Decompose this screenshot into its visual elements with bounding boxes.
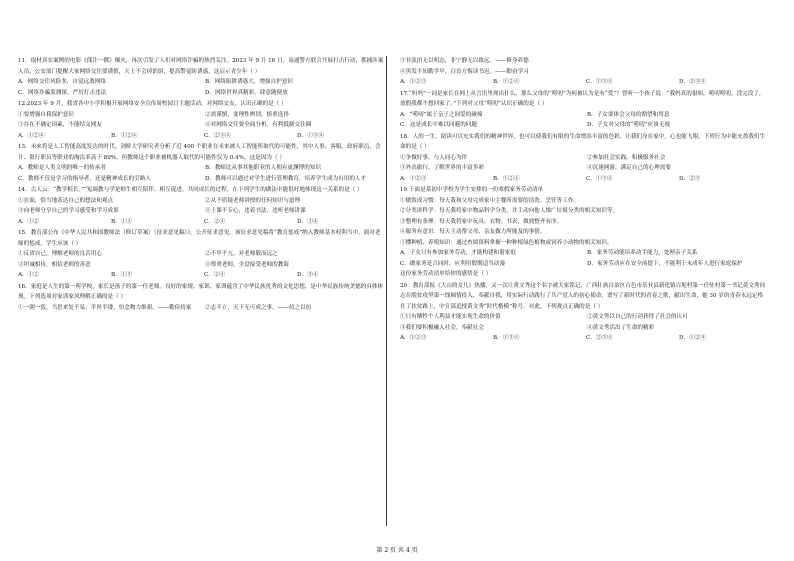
statement-item: ①要增强自我保护意识	[18, 111, 74, 118]
statement-item: ③外出旅行，了解世界的丰富多彩	[400, 165, 484, 171]
statement-item: B．教师比从事其他职业的人拥有更渊博的知识	[205, 165, 321, 171]
statement-list	[400, 153, 768, 164]
question-stem: 16．家庭是人生的第一所学校，家长是孩子的第一任老师。良好的家规、家训、家训蕴含了中华民族优秀的文化思想，是中华民族传统美德的具体体现。下列选项对家训家风理解正确的是（ ）	[18, 283, 384, 300]
statement-item: ①一粥一饭，当思来处不易；半丝半缕，恒念物力维艰。——勤俭持家	[18, 304, 192, 311]
question	[400, 185, 768, 280]
answer-choice: C．②④	[204, 218, 226, 225]
answer-choice: C．②③④	[204, 132, 231, 139]
question-stem: 14．古人云：“教学相长。”“冤调教与学是师生相互陪伴、相互促进、共同成长的过程。在下列学生的做法中能很好地体现这一关系的是（ ）	[18, 187, 363, 193]
answer-choice: A．①②	[18, 218, 39, 225]
answer-choice: D．②③④	[679, 79, 706, 85]
page-footer: 第 2 页 共 4 页	[376, 547, 418, 554]
question-stem: 15．教育部公布《中华人民共和国教师法（修订草案）（征求意见稿）》，公开征求意见。该征求意见稿将“教育惩戒”纳入教师基本权利当中。面对老师的惩戒，学生应该（ ）	[18, 230, 381, 247]
statement-item: D．子女对父母的“唠叨”应该无视	[587, 122, 670, 128]
answer-choice: B．①②④	[493, 175, 520, 182]
statement-item: D．网络世界真精彩，肆意随便放	[205, 89, 288, 96]
statement-item: ②分类讲科学：每天我将家中物品科学分类，并主动向他人推广垃圾分类的相关知识等。	[400, 208, 619, 214]
answer-choice: D．①③④	[297, 132, 324, 139]
question	[400, 56, 768, 88]
statement-item: C．网络诈骗监测深，严厉打击违法	[18, 89, 107, 96]
statement-list	[18, 120, 386, 131]
answer-choice: C．①③④	[586, 175, 613, 182]
statement-list	[400, 196, 768, 249]
statement-list	[18, 206, 386, 217]
statement-list	[400, 163, 768, 174]
answer-choices	[18, 131, 386, 142]
question-prompt: 这份家务劳动清单给你的感悟是（ ）	[400, 271, 492, 277]
statement-item: ③整理有条理：每天我将家中玩具、衣物、书表，做到整齐有序。	[400, 218, 563, 225]
answer-choices	[400, 333, 768, 344]
statement-item: ④对网络交往要全面分析，有利抵制交往圈	[205, 122, 312, 128]
statement-list	[18, 174, 386, 185]
statement-item: ④上课不专心，违着书法，违听老师讲课	[205, 208, 306, 214]
statement-item: ③坦诚相待，相信老师的善意	[18, 261, 91, 268]
question	[400, 281, 768, 344]
statement-item: ②不甲不亢，对老师敬而远之	[205, 251, 278, 257]
answer-choice: D．③④	[297, 272, 319, 278]
question-stem: 11．取材真实案例的电影《孤注一掷》爆火，再次引发了人们对网络诈骗的热烈关注。2023 年 9 月 16 日，南通警方联合开展打击行动，抓捕涉案人员，公安部门提醒大家网络交往要谨慎，天上不会掉馅饼，提高警觉防诱惑，这启示青少年（ ）	[18, 58, 384, 75]
statement-list	[18, 249, 386, 260]
answer-choices	[400, 174, 768, 185]
question-stem: 17.“妈妈”一词是家长在网上从言语里现出什么，那么父母的“唠叨”为何被认为是有“爱”？曾听一个孩子说：“我妈真的很烦，唠叨唠叨，没完没了，放假我都不想回家了。”下列对父母“唠叨”认识正确的是（ ）	[400, 90, 765, 107]
statement-item: ①反省自己，理解老师的良苦用心	[18, 251, 102, 257]
statement-item: B．家务劳动能培养动手能力，处理亲子关系	[587, 250, 698, 256]
answer-choice: A．①②③	[400, 335, 427, 341]
answer-choice: B．①②④	[111, 132, 138, 139]
statement-item: B．网络陷阱诱惑大，增强自护意识	[205, 79, 294, 85]
question-stem: 20．教育部报《大山的女儿》热播，又一次让黄文秀这个名字被大家铭记，广西壮族自治区百色市乐业县新化镇百坭村第一任驻村第一书记黄文秀同志在脱贫攻坚第一线倾情投入、奉献自我，用实际行动践行了共产党人的初心使命，谱写了新时代的青春之歌，献出生命，她 30 岁的青春永远定格在了扶贫路上，中宣部追授黄文秀“时代楷模”称号。对此，下列观点正确的是（ ）	[400, 282, 766, 310]
column-divider	[386, 56, 387, 526]
statement-item: ④服务有意识：每天主动帮父母、亲友做力所能及的事情。	[400, 229, 546, 235]
statement-list	[18, 196, 386, 207]
statement-item: ④沉迷网游，满足自己的心理需要	[587, 165, 671, 171]
statement-item: ③我们要积极融入社会，奉献社会	[400, 324, 484, 331]
answer-choice: A．①②④	[18, 132, 45, 139]
question-stem: 12.2023 年 9 月，我省各中小学积极开展网络安全宣传周校园日主题活动。对网络交友，认识正确的是（ ）	[18, 101, 287, 107]
statement-item: ①做饭成习惯：每天我和父母完成家中主餐所需要的清洗、烹饪等工作。	[400, 197, 580, 204]
statement-item: ③非淡泊无以明志，非宁静无以致远。——修身养德	[400, 58, 529, 64]
statement-item: ③存在不确定因素，不能结交网友	[18, 122, 102, 128]
statement-item: ②从不质疑老师讲授的任何知识与道理	[205, 197, 301, 204]
statement-list	[18, 303, 386, 314]
statement-item: ④黑发不知勤学早，白首方悔读书迟。——勤奋学习	[400, 68, 529, 75]
question	[18, 99, 386, 141]
statement-item: A．网络交往风险多，自觉远离网络	[18, 79, 106, 85]
answer-choice: B．①③	[111, 272, 132, 278]
answer-choice: A．①②	[18, 272, 39, 278]
answer-choice: B．①②④	[493, 79, 520, 85]
statement-item: A．子女只有参加家务劳动，才能构建和谐家庭	[400, 250, 516, 256]
statement-item: ③向老师分享自己的学习感受和学习成果	[18, 208, 119, 214]
question	[18, 282, 386, 314]
statement-item: ②参加社会实践，积极服务社会	[587, 154, 666, 161]
statement-item: ①在面，恰当地表达自己的想法和观点	[18, 197, 114, 204]
question	[18, 142, 386, 184]
answer-choice: D．②③	[679, 175, 701, 182]
statement-list	[18, 110, 386, 121]
answer-choice: A．①②③	[400, 79, 427, 85]
question	[18, 185, 386, 227]
question	[400, 132, 768, 185]
answer-choice: C．②③④	[586, 335, 613, 341]
left-column	[18, 56, 386, 314]
answer-choices	[400, 77, 768, 88]
statement-item: A．“唠叨”属于亲子之间爱的碰撞	[400, 111, 483, 118]
statement-list	[400, 248, 768, 259]
question-stem: 19.下面是某初中学校为学生安排的一份寒假家务劳动清单	[400, 187, 544, 193]
question-stem: 13．未来将是人工智能高度发达的时代。剑桥大学研究者分析了近 400 个职业在未来被人工智能所取代的可能性，其中人事、客服、政府职员、会计、银行职员等职业的淘汰率高于 89%，但教师这个职业被机器人取代的可能性仅为 0.4%。这是因为（ ）	[18, 144, 381, 161]
question-stem: 18．人的一生，阅读可以充实我们的精神世界，也可以使我们有限的生命增添丰富的色彩，让我们身在家中，心也能飞翔。下列行为中能充盈我们生命的是（ ）	[400, 133, 766, 150]
statement-list	[400, 259, 768, 270]
question	[18, 228, 386, 281]
statement-list	[400, 312, 768, 323]
answer-choice: B．①③	[111, 218, 132, 225]
question	[400, 89, 768, 131]
statement-item: D．家务劳动应在安全前提下，不能利于未成年人进行家庭保护	[587, 260, 743, 267]
statement-item: A．教师是人类文明的唯一的传承者	[18, 165, 106, 171]
statement-item: ①只有牺牲个人利益才能实现生命的价值	[400, 314, 501, 320]
statement-item: ②志不立，天下无可成之事。——持之以恒	[205, 304, 312, 311]
statement-item: D．教师可以通过对学生进行管理教育，培养学生成为有用的人才	[205, 175, 367, 182]
statement-item: ①争做好事，与人同心为伴	[400, 154, 468, 161]
statement-item: C．教师不仅是学习的指导者，还是精神成长的引路人	[18, 175, 151, 182]
answer-choice: D．①②④	[679, 335, 706, 341]
statement-list	[18, 163, 386, 174]
answer-choices	[18, 270, 386, 281]
answer-choice: C．①③④	[586, 79, 613, 85]
statement-item: C．这是成长中难以回避的问题	[400, 122, 477, 128]
answer-choice: A．①②③	[400, 175, 427, 182]
statement-list	[400, 56, 768, 77]
answer-choice: C．②④	[204, 272, 226, 278]
statement-item: ④黄文秀活出了生命的精彩	[587, 324, 655, 331]
statement-list	[18, 260, 386, 271]
statement-item: B．子女要体会父母的期望和用意	[587, 111, 670, 118]
statement-item: C．做家务是合同时，应利用假期适当动漫	[400, 260, 505, 267]
statement-item: ②黄文秀以自己的行动获得了社会的认可	[587, 314, 688, 320]
question	[18, 56, 386, 98]
statement-list	[18, 77, 386, 98]
answer-choice: B．①③④	[493, 335, 520, 341]
statement-item: ②需谨慎，要理性辨别，慎重选择	[205, 111, 289, 118]
answer-choice: D．③④	[297, 218, 319, 225]
statement-list	[400, 120, 768, 131]
statement-item: ④尊重老师，全盘接受老师的教诲	[205, 261, 289, 268]
statement-list	[400, 323, 768, 334]
answer-choices	[18, 217, 386, 228]
statement-list	[400, 110, 768, 121]
statement-item: ⑤懂种植、养殖知识：通过查阅资料掌握一种种植绿色植物或饲养小动物的相关知识。	[400, 239, 613, 246]
right-column	[400, 56, 768, 345]
